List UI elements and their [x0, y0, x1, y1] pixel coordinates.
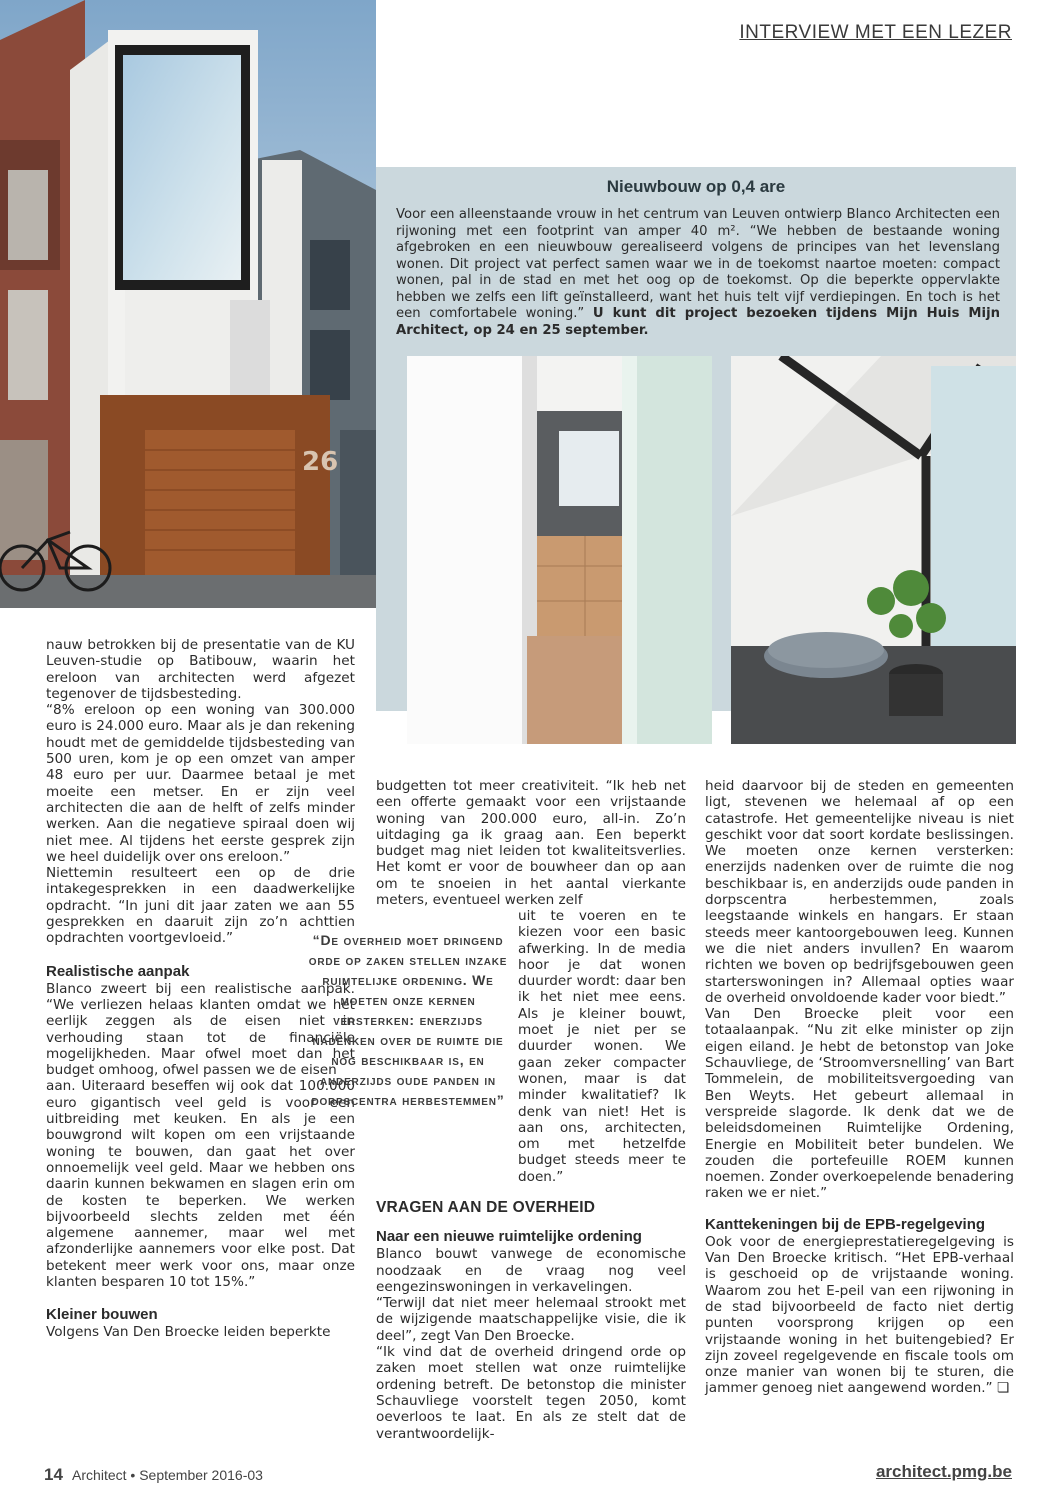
end-mark-icon: ❏	[996, 1380, 1010, 1397]
column-2-top	[376, 778, 686, 908]
paragraph	[705, 1234, 1014, 1397]
subheading: Naar een nieuwe ruimtelijke ordening	[376, 1228, 642, 1246]
box-body: Voor een alleenstaande vrouw in het centrum van Leuven ontwierp Blanco Architecten een rijwoning met een footprint van amper 40 m². “We hebben de bestaande woning afgebroken en een nieuwbouw gerealiseerd volgens de principes van het levenslang wonen. Dit project vat perfect samen waar we in de toekomst naartoe moeten: compact wonen, pal in de stad en met het oog op de toekomst. Op die beperkte oppervlakte hebben we zelfs een lift geïnstalleerd, want het huis telt vijf verdiepingen. En toch is het een comfortabele woning.”	[396, 207, 1000, 321]
paragraph: Niettemin resulteert een op de drie intakegesprekken in een daadwerkelijke opdracht. “In juni dit jaar zaten we aan 55 gesprekken en daaruit zijn zo’n achttien opdrachten voortgevloeid.”	[46, 865, 355, 947]
subheading: Kleiner bouwen	[46, 1306, 158, 1324]
paragraph: Blanco zweert bij een realistische aanpak. “We verliezen helaas klanten omdat we het eerlijk zeggen als de eisen niet in verhouding staan tot de financiële mogelijkheden. Maar ofwel moet dan het budget omhoog, ofwel passen we de eisen	[46, 980, 355, 1079]
paragraph: “Terwijl dat niet meer helemaal strookt met de wijzigende maatschappelijke visie, die ik deel”, zegt Van Den Broecke.	[376, 1295, 686, 1344]
paragraph: aan. Uiteraard beseffen wij ook dat 100.000 euro gigantisch veel geld is voor een uitbreiding met keuken. En als je een bouwgrond wilt kopen om een vrijstaande woning te bouwen, dan gaat het over onnoemelijk veel geld. Maar we hebben ons daarin kunnen bekwamen en slagen erin om de kosten te beperken. We werken bijvoorbeeld slechts zelden met één algemene aannemer, maar wel met afzonderlijke aannemers voor elke post. Dat betekent meer werk voor ons, maar onze klanten besparen 10 tot 15%.”	[46, 1078, 355, 1290]
paragraph: heid daarvoor bij de steden en gemeenten ligt, stevenen we helemaal af op een catastrofe. Het gemeentelijke niveau is niet geschikt voor dat soort kordate beslissingen. We moeten onze kernen versterken: enerzijds nadenken over de ruimte die nog beschikbaar is, en anderzijds oude panden in dorpscentra herbestemmen, zoals leegstaande winkels en hangars. Er staan steeds meer kantoorgebouwen leeg. Kunnen we die niet anders invullen? En waarom richten we boven op bedrijfsgebouwen geen starterswoningen in? Allemaal opties waar de overheid onvoldoende kader voor biedt.”	[705, 778, 1014, 1006]
bathroom-interior-photo	[407, 356, 712, 744]
pull-quote: “De overheid moet dringend orde op zaken stellen inzake ruimtelijke ordening. We moeten onze kernen versterken: enerzijds nadenken over de ruimte die nog beschikbaar is, en anderzijds oude panden in dorpscentra herbestemmen”	[308, 932, 508, 1108]
paragraph: budgetten tot meer creativiteit. “Ik heb net een offerte gemaakt voor een vrijstaande woning van 200.000 euro, all-in. Zo’n uitdaging ga ik graag aan. Een beperkt budget mag niet leiden tot kwaliteitsverlies. Het komt er voor de bouwheer dan op aan om te snoeien in het aantal vierkante meters, eventueel werken zelf	[376, 778, 686, 909]
website-link[interactable]: architect.pmg.be	[875, 1462, 1012, 1481]
column-3	[705, 778, 1014, 1397]
paragraph: “Ik vind dat de overheid dringend orde op zaken moet stellen wat onze ruimtelijke ordening betreft. De betonstop die minister Schauvliege voorstelt tegen 2050, komt oeverloos te laat. En als ze stelt dat de verantwoordelijk-	[376, 1344, 686, 1442]
page-number: 14	[44, 1465, 63, 1484]
column-2-narrow	[518, 908, 686, 1185]
house-facade-photo	[0, 0, 376, 608]
box-highlight: U kunt dit project bezoeken tijdens Mijn Huis Mijn Architect, op 24 en 25 september.	[396, 306, 1000, 338]
column-2-bottom	[376, 1200, 686, 1442]
paragraph: Van Den Broecke pleit voor een totaalaanpak. “Nu zit elke minister op zijn eigen eiland. Je hebt de betonstop van Joke Schauvliege, de ‘Stroomversnelling’ van Bart Tommelein, de mobiliteitsvergoeding van Ben Weyts. Het gebeurt allemaal in verspreide slagorde. Ik denk dat we de beleidsdomeinen Ruimtelijke Ordening, Energie en Mobiliteit beter bundelen. We zouden die portefeuille ROEM kunnen noemen. Zonder overkoepelende benadering raken we er niet.”	[705, 1006, 1014, 1202]
paragraph: nauw betrokken bij de presentatie van de KU Leuven-studie op Batibouw, waarin het ereloon van architecten werd afgezet tegenover de tijdsbesteding.	[46, 637, 355, 702]
footer-left	[44, 1465, 263, 1485]
terrace-plants-photo	[731, 356, 1016, 744]
publication-info: Architect • September 2016-03	[72, 1467, 263, 1483]
section-label: INTERVIEW MET EEN LEZER	[739, 22, 1012, 43]
paragraph: Blanco bouwt vanwege de economische noodzaak en de vraag nog veel eengezinswoningen in verkavelingen.	[376, 1246, 686, 1295]
box-text	[396, 207, 1000, 339]
box-title: Nieuwbouw op 0,4 are	[606, 177, 786, 196]
paragraph: Volgens Van Den Broecke leiden beperkte	[46, 1324, 331, 1341]
house-number: 26	[302, 447, 339, 477]
paragraph: “8% ereloon op een woning van 300.000 euro is 24.000 euro. Maar als je dan rekening houdt met de gemiddelde tijdsbesteding van 500 uren, kom je op een omzet van amper 48 euro per uur. Daarmee betaal je met moeite een metser. En er zijn veel architecten die aan de helft of zelfs minder werken. Aan die negatieve spiraal doen wij niet mee. Al tijdens het eerste gesprek zijn we heel duidelijk over ons ereloon.”	[46, 702, 355, 865]
subheading: Realistische aanpak	[46, 962, 190, 980]
subheading: Kanttekeningen bij de EPB-regelgeving	[705, 1215, 986, 1233]
section-heading: VRAGEN AAN DE OVERHEID	[376, 1199, 596, 1216]
paragraph: uit te voeren en te kiezen voor een basic afwerking. In de media hoor je dat wonen duurder wordt: daar ben ik het niet mee eens. Als je kleiner bouwt, moet je niet per se duurder wonen. We gaan zeker compacter wonen, maar is dat minder kwalitatief? Ik denk van niet! Het is aan ons, architecten, om met hetzelfde budget steeds meer te doen.”	[518, 908, 686, 1185]
paragraph-text: Ook voor de energieprestatieregelgeving is Van Den Broecke kritisch. “Het EPB-verhaal is geschoeid op de vrijstaande woning. Waarom zou het E-peil van een rijwoning in de stad bijvoorbeeld de facto niet dertig punten voorsprong krijgen op een vrijstaande woning in het buitengebied? Er zijn zoveel regelgevende en fiscale tools om onze manier van wonen bij te sturen, die jammer genoeg niet aangewend worden.”	[705, 1233, 1014, 1397]
